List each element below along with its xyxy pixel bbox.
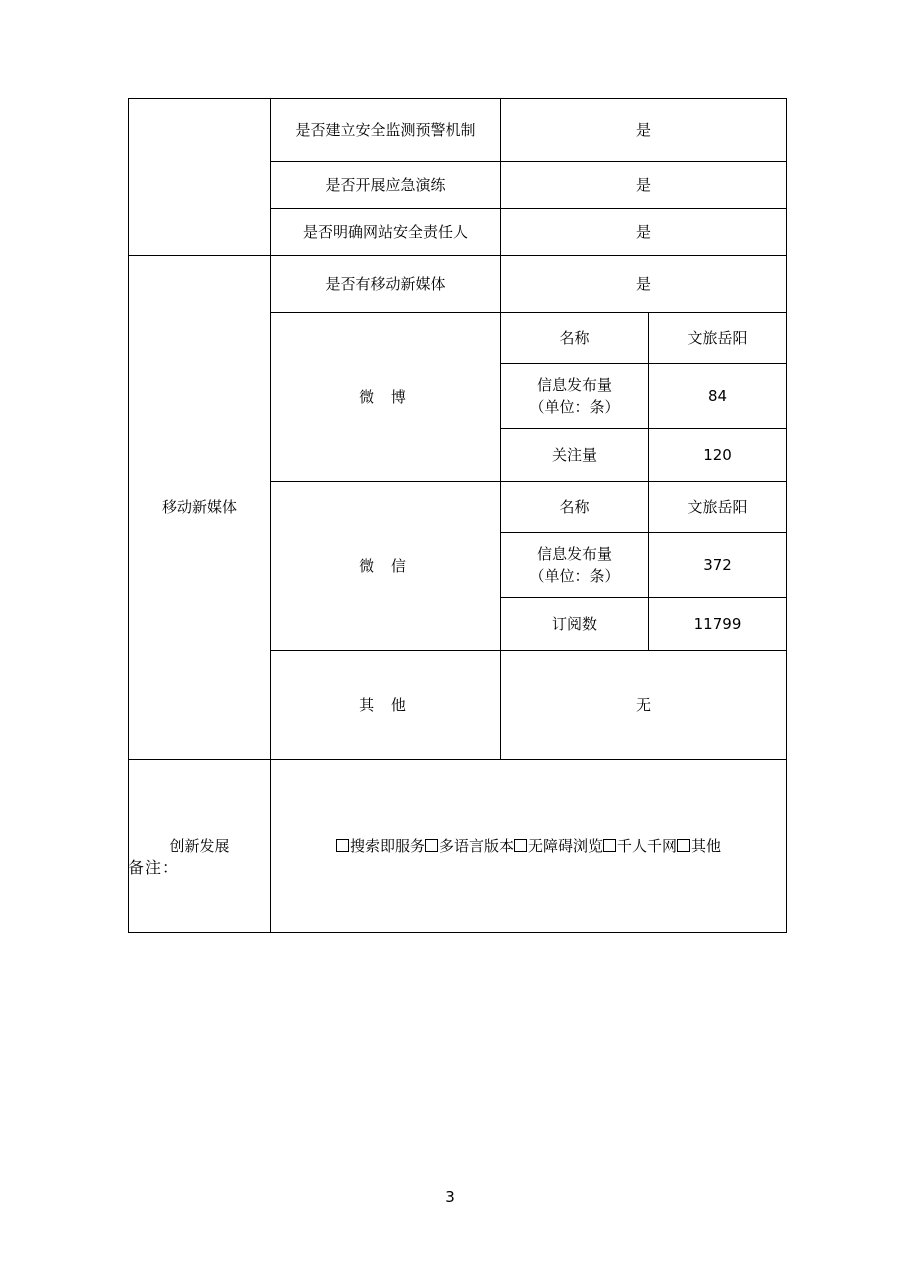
innovation-option-0[interactable] [336, 837, 425, 855]
report-table [128, 98, 787, 933]
mobile-media-section-label: 移动新媒体 [129, 256, 271, 760]
weixin-publish-value: 372 [649, 533, 787, 598]
innovation-option-label-4: 其他 [691, 836, 722, 855]
weixin-publish-key-line1: 信息发布量 [536, 544, 612, 563]
other-media-value: 无 [501, 651, 787, 760]
weibo-publish-value: 84 [649, 364, 787, 429]
innovation-option-label-3: 千人千网 [617, 836, 678, 855]
other-media-label: 其 他 [271, 651, 501, 760]
page-number: 3 [445, 1188, 455, 1206]
has-mobile-media-label: 是否有移动新媒体 [271, 256, 501, 313]
security-section-cell [129, 99, 271, 256]
innovation-option-label-2: 无障碍浏览 [528, 836, 604, 855]
has-mobile-media-value: 是 [501, 256, 787, 313]
weibo-publish-key-line1: 信息发布量 [536, 375, 612, 394]
innovation-option-1[interactable] [425, 837, 514, 855]
checkbox-icon[interactable] [514, 839, 527, 852]
table-row [129, 760, 787, 933]
weibo-label: 微 博 [271, 313, 501, 482]
weixin-subscribe-key: 订阅数 [501, 598, 649, 651]
innovation-options [336, 837, 721, 855]
security-row-value-2: 是 [501, 209, 787, 256]
innovation-options-cell [271, 760, 787, 933]
weixin-name-value: 文旅岳阳 [649, 482, 787, 533]
weibo-follower-value: 120 [649, 429, 787, 482]
innovation-option-3[interactable] [603, 837, 677, 855]
weibo-name-key: 名称 [501, 313, 649, 364]
security-row-value-1: 是 [501, 162, 787, 209]
innovation-option-4[interactable] [677, 837, 721, 855]
innovation-option-label-1: 多语言版本 [438, 836, 514, 855]
table-row [129, 256, 787, 313]
weixin-publish-key [501, 533, 649, 598]
remark-label: 备注： [128, 858, 180, 877]
table-row [129, 99, 787, 162]
innovation-label: 创新发展 [129, 760, 271, 933]
weixin-label: 微 信 [271, 482, 501, 651]
checkbox-icon[interactable] [425, 839, 438, 852]
checkbox-icon[interactable] [603, 839, 616, 852]
checkbox-icon[interactable] [336, 839, 349, 852]
weibo-follower-key: 关注量 [501, 429, 649, 482]
weibo-publish-key [501, 364, 649, 429]
weibo-name-value: 文旅岳阳 [649, 313, 787, 364]
weibo-publish-key-line2: （单位：条） [529, 398, 620, 416]
innovation-option-label-0: 搜索即服务 [349, 836, 425, 855]
checkbox-icon[interactable] [677, 839, 690, 852]
security-row-label-2: 是否明确网站安全责任人 [271, 209, 501, 256]
weixin-publish-key-line2: （单位：条） [529, 567, 620, 585]
innovation-option-2[interactable] [514, 837, 603, 855]
security-row-label-1: 是否开展应急演练 [271, 162, 501, 209]
security-row-label-0: 是否建立安全监测预警机制 [271, 99, 501, 162]
weixin-name-key: 名称 [501, 482, 649, 533]
weixin-subscribe-value: 11799 [649, 598, 787, 651]
security-row-value-0: 是 [501, 99, 787, 162]
